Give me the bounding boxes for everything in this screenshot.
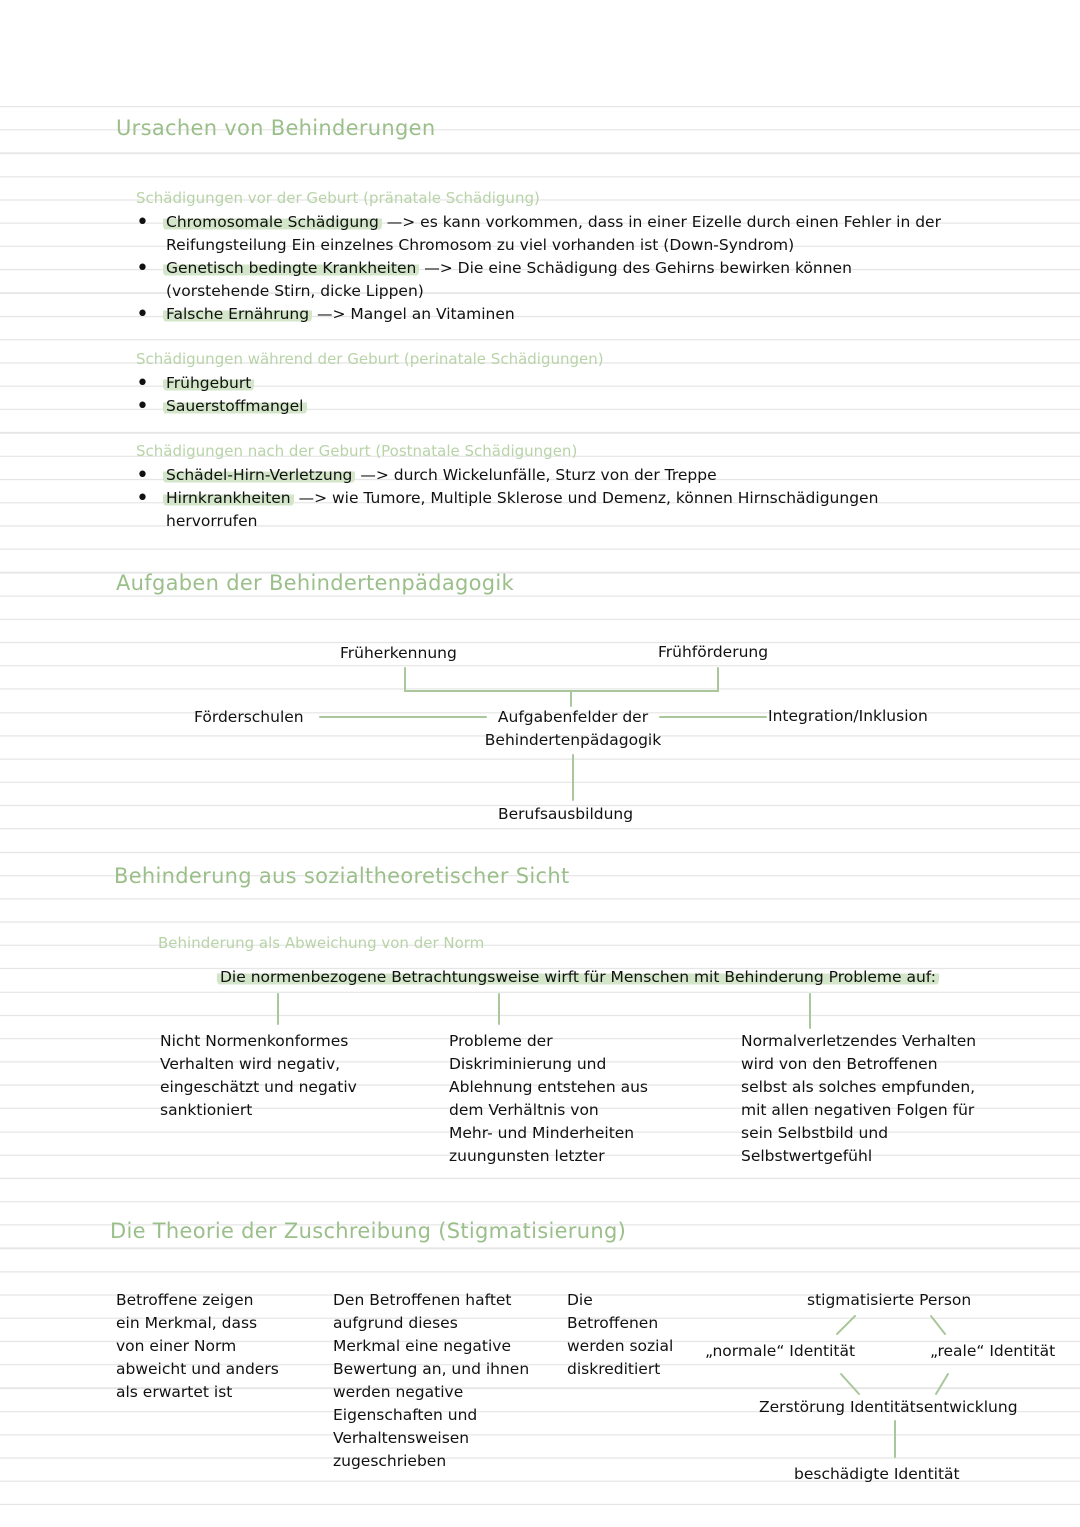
node-foerderschulen: Förderschulen [194, 708, 304, 726]
column-line: zugeschrieben [333, 1452, 447, 1470]
node-berufsausbildung: Berufsausbildung [498, 805, 634, 823]
column-line: Verhaltensweisen [333, 1429, 470, 1447]
column-line: werden sozial [567, 1337, 674, 1355]
node-reale-identitaet: „reale“ Identität [930, 1342, 1056, 1360]
subtitle-postnatal: Schädigungen nach der Geburt (Postnatale Schädigungen) [136, 442, 578, 460]
column-line: dem Verhältnis von [449, 1101, 599, 1119]
node-zerstoerung: Zerstörung Identitätsentwicklung [759, 1398, 1018, 1416]
column-line: Probleme der [449, 1032, 553, 1050]
connector-top-bracket [405, 668, 718, 691]
term: Sauerstoffmangel [163, 397, 307, 415]
section-title-aufgaben: Aufgaben der Behindertenpädagogik [116, 571, 514, 595]
column-line: Bewertung an, und ihnen [333, 1360, 530, 1378]
term: Chromosomale Schädigung [163, 213, 382, 231]
column-line: abweicht und anders [116, 1360, 279, 1378]
column-line: Ablehnung entstehen aus [449, 1078, 648, 1096]
item-continuation: Reifungsteilung Ein einzelnes Chromosom zu viel vorhanden ist (Down-Syndrom) [166, 236, 795, 254]
section-title-ursachen: Ursachen von Behinderungen [116, 116, 436, 140]
column-line: sein Selbstbild und [741, 1124, 889, 1142]
node-normale-identitaet: „normale“ Identität [705, 1342, 856, 1360]
column-line: Diskriminierung und [449, 1055, 607, 1073]
item-text: —> Die eine Schädigung des Gehirns bewirken können [419, 259, 852, 277]
statement-text: Die normenbezogene Betrachtungsweise wirft für Menschen mit Behinderung Probleme auf: [217, 968, 939, 986]
node-stigmatisierte-person: stigmatisierte Person [807, 1291, 972, 1309]
column-line: werden negative [333, 1383, 464, 1401]
item-text: —> es kann vorkommen, dass in einer Eizelle durch einen Fehler in der [381, 213, 941, 231]
column-line: von einer Norm [116, 1337, 237, 1355]
connector-stigma-right-up [931, 1316, 945, 1334]
center-line-1: Aufgabenfelder der [497, 708, 649, 726]
column-line: Normalverletzendes Verhalten [741, 1032, 977, 1050]
column-line: Mehr- und Minderheiten [449, 1124, 635, 1142]
center-line-2: Behindertenpädagogik [484, 731, 662, 749]
item-text: —> durch Wickelunfälle, Sturz von der Treppe [355, 466, 717, 484]
node-fruehfoerderung: Frühförderung [658, 643, 769, 661]
node-beschaedigte-identitaet: beschädigte Identität [794, 1465, 960, 1483]
column-line: Verhalten wird negativ, [160, 1055, 341, 1073]
column-line: wird von den Betroffenen [741, 1055, 938, 1073]
column-line: aufgrund dieses [333, 1314, 458, 1332]
column-line: diskreditiert [567, 1360, 661, 1378]
column-line: Betroffenen [567, 1314, 659, 1332]
item-continuation: hervorrufen [166, 512, 258, 530]
term: Hirnkrankheiten [163, 489, 294, 507]
term: Schädel-Hirn-Verletzung [163, 466, 355, 484]
column-line: sanktioniert [160, 1101, 253, 1119]
term: Falsche Ernährung [163, 305, 312, 323]
column-line: zuungunsten letzter [449, 1147, 605, 1165]
column-line: mit allen negativen Folgen für [741, 1101, 975, 1119]
term: Genetisch bedingte Krankheiten [163, 259, 419, 277]
subtitle-perinatal: Schädigungen während der Geburt (perinatale Schädigungen) [136, 350, 604, 368]
column-line: Die [567, 1291, 593, 1309]
section-title-theorie: Die Theorie der Zuschreibung (Stigmatisierung) [110, 1219, 627, 1243]
item-text: —> wie Tumore, Multiple Sklerose und Demenz, können Hirnschädigungen [293, 489, 879, 507]
subtitle-praenatal: Schädigungen vor der Geburt (pränatale Schädigung) [136, 189, 540, 207]
column-line: eingeschätzt und negativ [160, 1078, 357, 1096]
column-line: selbst als solches empfunden, [741, 1078, 976, 1096]
column-line: Eigenschaften und [333, 1406, 478, 1424]
item-text: —> Mangel an Vitaminen [312, 305, 515, 323]
column-line: Selbstwertgefühl [741, 1147, 873, 1165]
column-line: Betroffene zeigen [116, 1291, 254, 1309]
connector-stigma-left-up [837, 1316, 855, 1334]
connector-stigma-left-down [841, 1374, 859, 1394]
connector-stigma-right-down [936, 1374, 948, 1394]
column-line: Den Betroffenen haftet [333, 1291, 512, 1309]
column-line: ein Merkmal, dass [116, 1314, 258, 1332]
subtitle-norm: Behinderung als Abweichung von der Norm [158, 934, 485, 952]
column-line: Merkmal eine negative [333, 1337, 512, 1355]
section-title-sozial: Behinderung aus sozialtheoretischer Sicht [114, 864, 570, 888]
column-line: als erwartet ist [116, 1383, 233, 1401]
term: Frühgeburt [163, 374, 254, 392]
node-frueherkennung: Früherkennung [340, 644, 457, 662]
column-line: Nicht Normenkonformes [160, 1032, 349, 1050]
node-integration: Integration/Inklusion [768, 707, 928, 725]
item-continuation: (vorstehende Stirn, dicke Lippen) [166, 282, 424, 300]
